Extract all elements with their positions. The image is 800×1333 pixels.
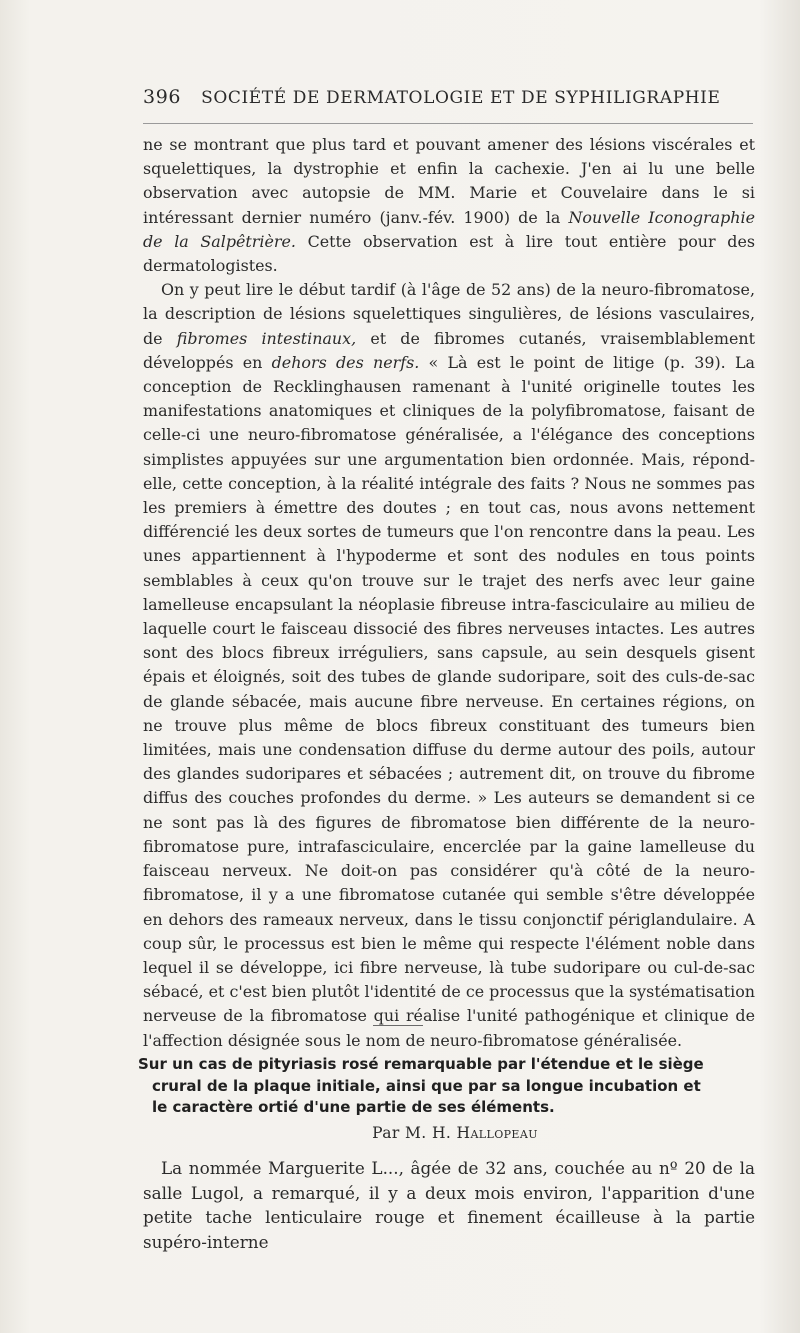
header-rule: [143, 123, 753, 124]
paragraph-1: ne se montrant que plus tard et pouvant amener des lésions viscérales et squelettiques, la dystrophie et enfin la cachexie. J'en ai lu une belle observation avec autopsie de MM. Marie et Couvelaire dans le si intéressant dernier numéro (janv.-fév. 1900) de la Nouvelle Iconographie de la Salpêtrière. Cette observation est à lire tout entière pour des dermatologistes.: [143, 135, 756, 276]
italic-term-1: fibromes intestinaux,: [176, 328, 357, 348]
article-intro: [143, 1156, 755, 1254]
article-title: [138, 1054, 760, 1119]
paragraph-2: On y peut lire le début tardif (à l'âge de 52 ans) de la neuro-fibromatose, la description de lésions squelettiques singulières, de lésions vasculaires, de fibromes intestinaux, et de fibromes cutanés, vraisemblablement développés en dehors des nerfs. « Là est le point de litige (p. 39). La conception de Recklinghausen ramenant à l'unité originelle toutes les manifestations anatomiques et cliniques de la polyfibromatose, faisant de celle-ci une neuro-fibromatose généralisée, a l'élégance des conceptions simplistes appuyées sur une argumentation bien ordonnée. Mais, répond-elle, cette conception, à la réalité intégrale des faits ? Nous ne sommes pas les premiers à émettre des doutes ; en tout cas, nous avons nettement différencié les deux sortes de tumeurs que l'on rencontre dans la peau. Les unes appartiennent à l'hypoderme et sont des nodules en tous points semblables à ceux qu'on trouve sur le trajet des nerfs avec leur gaine lamelleuse encapsulant la néoplasie fibreuse intra-fasciculaire au milieu de laquelle court le faisceau dissocié des fibres nerveuses intactes. Les autres sont des blocs fibreux irréguliers, sans capsule, au sein desquels gisent épais et éloignés, soit des tubes de glande sudoripare, soit des culs-de-sac de glande sébacée, mais aucune fibre nerveuse. En certaines régions, on ne trouve plus même de blocs fibreux constituant des tumeurs bien limitées, mais une condensation diffuse du derme autour des poils, autour des glandes sudoripares et sébacées ; autrement dit, on trouve du fibrome diffus des couches profondes du derme. » Les auteurs se demandent si ce ne sont pas là des figures de fibromatose bien différente de la neuro-fibromatose pure, intrafasciculaire, encerclée par la gaine lamelleuse du faisceau nerveux. Ne doit-on pas considérer qu'à côté de la neuro-fibromatose, il y a une fibromatose cutanée qui semble s'être développée en dehors des rameaux nerveux, dans le tissu conjonctif périglandulaire. A coup sûr, le processus est bien le même qui respecte l'élément noble dans lequel il se développe, ici fibre nerveuse, là tube sudoripare ou cul-de-sac sébacé, et c'est bien plutôt l'identité de ce processus que la systématisation nerveuse de la fibromatose qui réalise l'unité pathogénique et clinique de l'affection désignée sous le nom de neuro-fibromatose généralisée.: [143, 280, 756, 1050]
journal-title: Nouvelle Iconographie de la Salpêtrière.: [143, 207, 755, 251]
article-title-line-1: Sur un cas de pityriasis rosé remarquable par l'étendue et le siège: [138, 1055, 704, 1073]
running-title: SOCIÉTÉ DE DERMATOLOGIE ET DE SYPHILIGRAPHIE: [201, 88, 721, 108]
article-title-line-3: le caractère ortié d'une partie de ses éléments.: [152, 1098, 555, 1116]
section-divider: [373, 1025, 423, 1026]
article-byline: Par M. H. Hallopeau: [372, 1124, 538, 1142]
intro-paragraph: La nommée Marguerite L..., âgée de 32 ans, couchée au nº 20 de la salle Lugol, a remarqué, il y a deux mois environ, l'apparition d'une petite tache lenticulaire rouge et finement écailleuse à la partie supéro-interne: [143, 1158, 755, 1252]
italic-term-2: dehors des nerfs.: [271, 352, 420, 372]
running-header: [143, 86, 763, 108]
body-text: [143, 133, 755, 1053]
article-title-line-2: crural de la plaque initiale, ainsi que par sa longue incubation et: [152, 1076, 701, 1095]
author-name: Hallopeau: [456, 1124, 538, 1142]
page-number: 396: [143, 86, 182, 108]
